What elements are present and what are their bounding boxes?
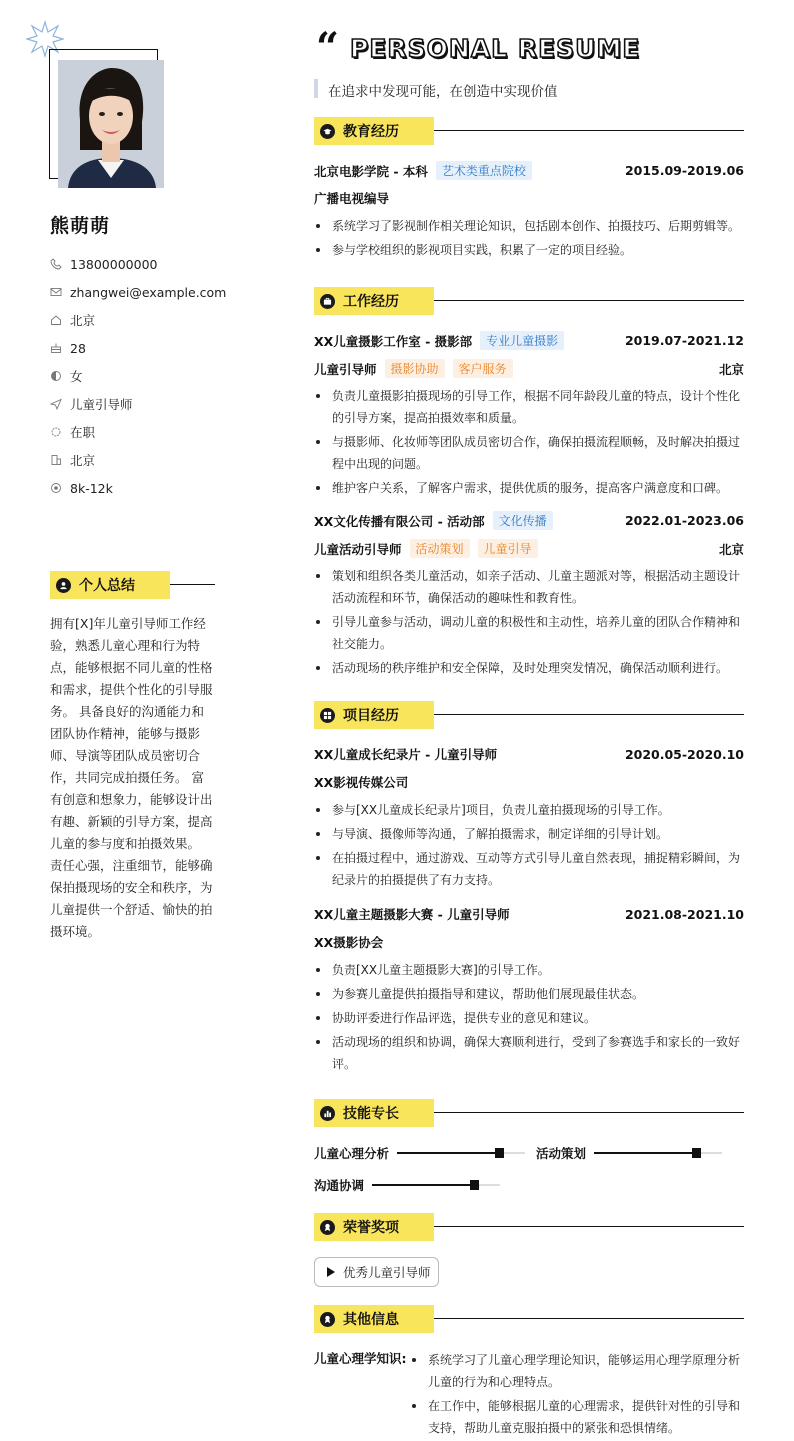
resume-title: PERSONAL RESUME	[350, 34, 641, 63]
info-text: 北京	[70, 313, 96, 328]
info-text: zhangwei@example.com	[70, 284, 227, 300]
bullet-item: 负责[XX儿童主题摄影大赛]的引导工作。	[314, 959, 744, 981]
project-org: XX摄影协会	[314, 935, 384, 950]
contact-info-list	[50, 250, 280, 502]
section-title: 技能专长	[343, 1106, 399, 1122]
other-label: 儿童心理学知识:	[314, 1351, 407, 1366]
section-divider	[170, 584, 215, 585]
job-header	[314, 511, 744, 530]
info-text: 北京	[70, 453, 96, 468]
major: 广播电视编导	[314, 191, 390, 206]
bullet-item: 在拍摄过程中，通过游戏、互动等方式引导儿童自然表现，捕捉精彩瞬间，为纪录片的拍摄提供了有力支持。	[314, 847, 744, 891]
project-bullets	[314, 959, 744, 1077]
person-name: 熊萌萌	[50, 215, 111, 237]
education-title-box	[314, 117, 434, 145]
bullet-item: 协助评委进行作品评选，提供专业的意见和建议。	[314, 1007, 744, 1029]
job-date: 2019.07-2021.12	[624, 333, 744, 348]
education-entry-header	[314, 161, 744, 180]
quote-mark: “	[316, 24, 340, 71]
info-text: 儿童引导师	[70, 397, 133, 412]
job-role: 儿童引导师	[314, 361, 377, 377]
bullet-item: 维护客户关系，了解客户需求，提供优质的服务，提高客户满意度和口碑。	[314, 477, 744, 499]
mail-icon	[50, 286, 62, 298]
job-city: 北京	[718, 541, 744, 557]
school-tag: 艺术类重点院校	[436, 161, 532, 180]
education-bullets	[314, 215, 744, 263]
skill-tag: 摄影协助	[385, 359, 445, 378]
company-tag: 专业儿童摄影	[480, 331, 564, 350]
grid-icon	[320, 708, 335, 723]
section-divider	[434, 300, 744, 301]
phone-icon	[50, 258, 62, 270]
summary-section-header	[50, 571, 215, 599]
other-bullets	[410, 1349, 744, 1441]
other-section-header	[314, 1305, 744, 1333]
honors-title-box	[314, 1213, 434, 1241]
gender-icon	[50, 370, 62, 382]
bullet-item: 活动现场的秩序维护和安全保障，及时处理突发情况，确保活动顺利进行。	[314, 657, 744, 679]
skill-item	[536, 1144, 722, 1162]
honor-item	[314, 1257, 439, 1287]
bullet-item: 系统学习了儿童心理学理论知识，能够运用心理学原理分析儿童的行为和心理特点。	[410, 1349, 744, 1393]
status-icon	[50, 426, 62, 438]
info-text: 女	[70, 369, 83, 384]
company-name: XX儿童摄影工作室 - 摄影部	[314, 333, 473, 349]
briefcase-icon	[320, 294, 335, 309]
info-text: 28	[70, 340, 86, 356]
skill-level-fill	[372, 1184, 474, 1186]
info-gender	[50, 362, 280, 390]
section-title: 项目经历	[343, 708, 399, 724]
send-icon	[50, 398, 62, 410]
education-section-header	[314, 117, 744, 145]
section-title: 其他信息	[343, 1312, 399, 1328]
skill-tag: 活动策划	[410, 539, 470, 558]
skill-level-bar	[397, 1152, 525, 1154]
skills-title-box	[314, 1099, 434, 1127]
other-title-box	[314, 1305, 434, 1333]
bullet-item: 与摄影师、化妆师等团队成员密切合作，确保拍摄流程顺畅，及时解决拍摄过程中出现的问题。	[314, 431, 744, 475]
honors-section-header	[314, 1213, 744, 1241]
projects-section-header	[314, 701, 744, 729]
bullet-item: 活动现场的组织和协调，确保大赛顺利进行，受到了参赛选手和家长的一致好评。	[314, 1031, 744, 1075]
play-triangle-icon	[327, 1267, 335, 1277]
job-header	[314, 331, 744, 350]
job-city: 北京	[718, 361, 744, 377]
skill-item	[314, 1144, 525, 1162]
job-role-row	[314, 539, 744, 558]
skill-name: 沟通协调	[314, 1178, 365, 1193]
motto: 在追求中发现可能，在创造中实现价值	[328, 84, 558, 100]
salary-icon	[50, 482, 62, 494]
skill-level-bar	[372, 1184, 500, 1186]
company-name: XX文化传播有限公司 - 活动部	[314, 513, 485, 529]
work-title-box	[314, 287, 434, 315]
user-icon	[56, 578, 71, 593]
skill-tag: 客户服务	[453, 359, 513, 378]
avatar-photo	[58, 60, 164, 188]
bullet-item: 策划和组织各类儿童活动，如亲子活动、儿童主题派对等，根据活动主题设计活动流程和环节，确保活动的趣味性和教育性。	[314, 565, 744, 609]
graduation-cap-icon	[320, 124, 335, 139]
section-title: 个人总结	[79, 578, 135, 594]
work-section-header	[314, 287, 744, 315]
section-divider	[434, 130, 744, 131]
skill-level-fill	[594, 1152, 696, 1154]
skill-level-fill	[397, 1152, 499, 1154]
bullet-item: 系统学习了影视制作相关理论知识，包括剧本创作、拍摄技巧、后期剪辑等。	[314, 215, 744, 237]
job-bullets	[314, 385, 744, 501]
motto-bar	[314, 79, 318, 98]
skill-level-knob	[495, 1148, 504, 1158]
project-name: XX儿童主题摄影大赛 - 儿童引导师	[314, 907, 510, 922]
summary-text: 拥有[X]年儿童引导师工作经验，熟悉儿童心理和行为特点，能够根据不同儿童的性格和需求，提供个性化的引导服务。 具备良好的沟通能力和团队协作精神，能够与摄影师、导演等团队成员密切合作，共同完成拍摄任务。 富有创意和想象力，能够设计出有趣、新颖的引导方案，提高儿童的参与度和拍摄效果。 责任心强，注重细节，能够确保拍摄现场的安全和秩序，为儿童提供一个舒适、愉快的拍摄环境。	[50, 616, 213, 939]
section-divider	[434, 1112, 744, 1113]
skill-tag: 儿童引导	[478, 539, 538, 558]
job-role: 儿童活动引导师	[314, 541, 402, 557]
section-title: 工作经历	[343, 294, 399, 310]
job-role-row	[314, 359, 744, 378]
info-work-city	[50, 446, 280, 474]
job-bullets	[314, 565, 744, 681]
award-icon	[320, 1220, 335, 1235]
info-email	[50, 278, 280, 306]
building-icon	[50, 454, 62, 466]
summary-title-box	[50, 571, 170, 599]
skill-level-knob	[470, 1180, 479, 1190]
section-title: 教育经历	[343, 124, 399, 140]
company-tag: 文化传播	[493, 511, 553, 530]
info-age	[50, 334, 280, 362]
bullet-item: 参与学校组织的影视项目实践，积累了一定的项目经验。	[314, 239, 744, 261]
cake-icon	[50, 342, 62, 354]
info-location	[50, 306, 280, 334]
honor-name: 优秀儿童引导师	[343, 1265, 431, 1280]
section-divider	[434, 714, 744, 715]
skill-name: 活动策划	[536, 1146, 587, 1161]
skill-level-knob	[692, 1148, 701, 1158]
section-title: 荣誉奖项	[343, 1220, 399, 1236]
project-org-row	[314, 933, 744, 951]
bullet-item: 参与[XX儿童成长纪录片]项目，负责儿童拍摄现场的引导工作。	[314, 799, 744, 821]
info-position	[50, 390, 280, 418]
info-icon	[320, 1312, 335, 1327]
education-date: 2015.09-2019.06	[624, 163, 744, 178]
info-text: 13800000000	[70, 256, 158, 272]
skills-section-header	[314, 1099, 744, 1127]
skill-level-bar	[594, 1152, 722, 1154]
info-status	[50, 418, 280, 446]
project-date: 2021.08-2021.10	[624, 906, 744, 922]
project-header	[314, 745, 744, 763]
section-divider	[434, 1318, 744, 1319]
section-divider	[434, 1226, 744, 1227]
project-date: 2020.05-2020.10	[624, 746, 744, 762]
education-major-row	[314, 189, 744, 207]
project-bullets	[314, 799, 744, 893]
project-org: XX影视传媒公司	[314, 775, 409, 790]
school-name: 北京电影学院 - 本科	[314, 163, 428, 179]
project-header	[314, 905, 744, 923]
bullet-item: 在工作中，能够根据儿童的心理需求，提供针对性的引导和支持，帮助儿童克服拍摄中的紧张和恐惧情绪。	[410, 1395, 744, 1439]
bar-chart-icon	[320, 1106, 335, 1121]
skill-name: 儿童心理分析	[314, 1146, 390, 1161]
projects-title-box	[314, 701, 434, 729]
project-name: XX儿童成长纪录片 - 儿童引导师	[314, 747, 498, 762]
bullet-item: 负责儿童摄影拍摄现场的引导工作，根据不同年龄段儿童的特点，设计个性化的引导方案，提高拍摄效率和质量。	[314, 385, 744, 429]
job-date: 2022.01-2023.06	[624, 513, 744, 528]
project-org-row	[314, 773, 744, 791]
skill-item	[314, 1176, 500, 1194]
info-text: 在职	[70, 425, 96, 440]
bullet-item: 为参赛儿童提供拍摄指导和建议，帮助他们展现最佳状态。	[314, 983, 744, 1005]
home-icon	[50, 314, 62, 326]
bullet-item: 与导演、摄像师等沟通，了解拍摄需求，制定详细的引导计划。	[314, 823, 744, 845]
info-text: 8k-12k	[70, 480, 113, 496]
bullet-item: 引导儿童参与活动，调动儿童的积极性和主动性，培养儿童的团队合作精神和社交能力。	[314, 611, 744, 655]
info-salary	[50, 474, 280, 502]
info-phone	[50, 250, 280, 278]
